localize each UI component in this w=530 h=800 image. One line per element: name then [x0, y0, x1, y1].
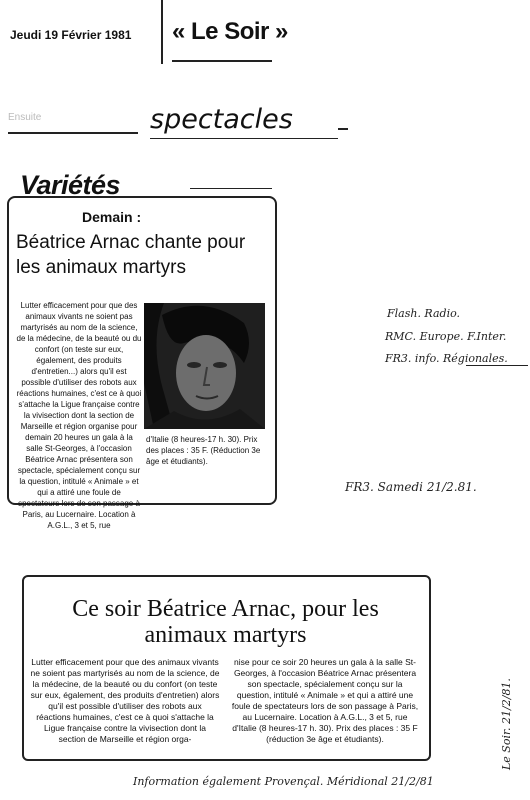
faint-label: Ensuite — [8, 112, 42, 123]
handwritten-note-bottom: Information également Provençal. Méridional 21/2/81 — [133, 775, 434, 788]
rubric-title: Variétés — [20, 170, 121, 200]
section-underline — [150, 138, 338, 139]
section-rule-left — [8, 132, 138, 134]
publication-date: Jeudi 19 Février 1981 — [10, 28, 132, 42]
clipping-1-kicker: Demain : — [82, 209, 142, 225]
section-rule-right — [338, 128, 348, 130]
clipping-2-column-2: nise pour ce soir 20 heures un gala à la salle St-Georges, à l'occasion Béatrice Arnac présentera son spectacle, spécialement conçu sur la question, intitulé « Animale » et qui a attiré une foule de spectateurs lors de son passage à Paris, au Lucernaire. Location à A.G.L., 3 et 5, rue d'Italie (8 heures-17 h. 30). Prix des places : 35 F (réduction 3e âge et étudiants). — [231, 657, 419, 744]
handwritten-note-fr3-date: FR3. Samedi 21/2.81. — [345, 480, 477, 494]
handwritten-note-fr3: FR3. info. Régionales. — [385, 352, 508, 365]
rubric-rule — [190, 188, 272, 189]
handwritten-note-radio: Flash. Radio. — [387, 307, 461, 320]
handwritten-note-lesoir: Le Soir. 21/2/81. — [500, 678, 513, 770]
clipping-1-caption: d'Italie (8 heures-17 h. 30). Prix des places : 35 F. (Réduction 3e âge et étudiants). — [146, 435, 261, 466]
clipping-2-headline: Ce soir Béatrice Arnac, pour les animaux martyrs — [72, 596, 379, 648]
clipping-1-headline: Béatrice Arnac chante pour les animaux martyrs — [16, 232, 246, 278]
newspaper-name: « Le Soir » — [172, 18, 288, 45]
clipping-1-body: Lutter efficacement pour que des animaux vivants ne soient pas martyrisés au nom de la science, de la médecine, de la beauté ou du confort (on teste sur eux, également, des produits d'entretien...) alors qu'il est possible d'utiliser des robots aux réactions humaines, c'est ce à quoi s'attache la Ligue française contre la vivisection dont la section de Marseille et région organise pour demain 20 heures un gala à la salle St-Georges, à l'occasion Béatrice Arnac présentera son spectacle, spécialement conçu sur la question, intitulé « Animale » et qui a attiré une foule de spectateurs lors de son passage à Paris, au Lucernaire. Location à A.G.L., 3 et 5, rue — [16, 301, 142, 530]
portrait-photo — [144, 303, 265, 429]
handwritten-note-stations: RMC. Europe. F.Inter. — [385, 330, 507, 343]
portrait-image — [144, 303, 265, 429]
handwritten-underline — [466, 365, 528, 366]
section-title: spectacles — [150, 104, 293, 135]
header-divider — [161, 0, 163, 64]
clipping-2-column-1: Lutter efficacement pour que des animaux vivants ne soient pas martyrisés au nom de la science, de la médecine, de la beauté ou du confort (on teste sur eux, également, des produits d'entretien) alors qu'il est possible d'utiliser des robots aux réactions humaines, c'est ce à quoi s'attache la Ligue française contre la vivisection dont la section de Marseille et région orga- — [30, 657, 220, 744]
header-rule — [172, 60, 272, 62]
